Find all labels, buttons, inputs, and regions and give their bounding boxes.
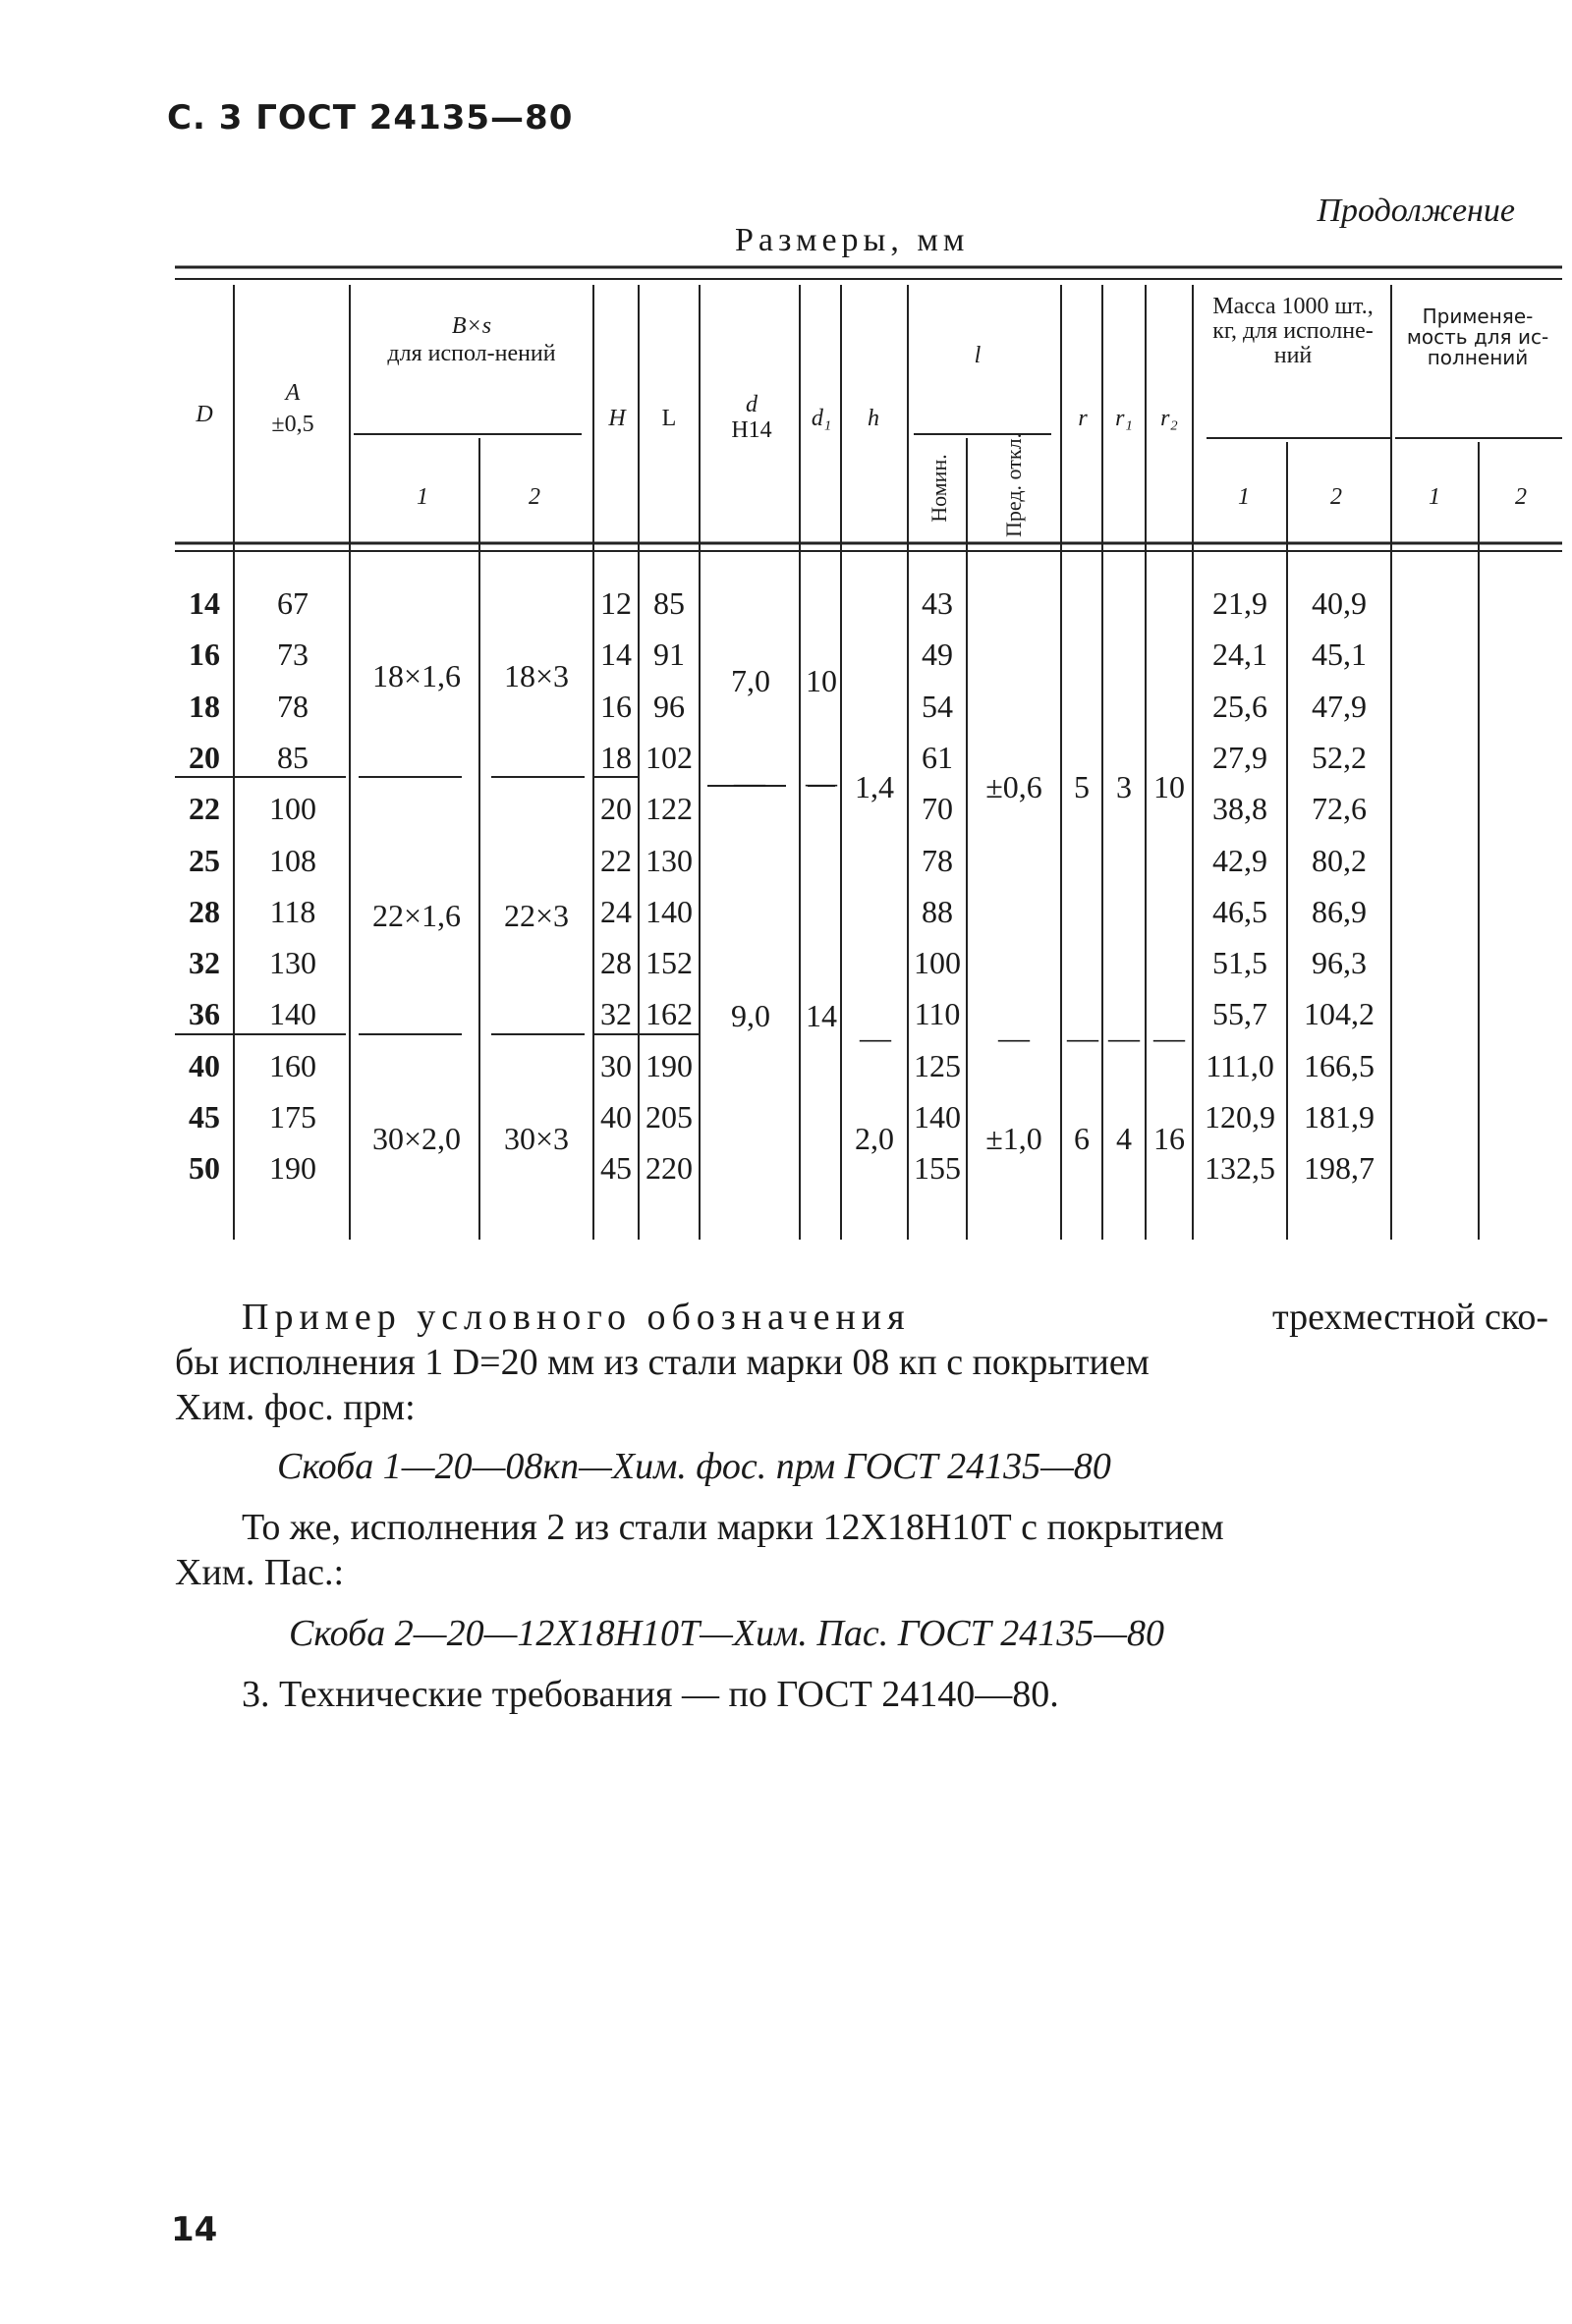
cell-bxs-v2: 30×3 (503, 1121, 570, 1156)
cell-m2: 96,3 (1312, 945, 1367, 980)
col-header-A: A (285, 380, 301, 406)
cell-L: 140 (646, 894, 693, 929)
cell-H: 24 (600, 894, 632, 929)
col-header-h: h (868, 406, 879, 431)
cell-l-nom: 110 (914, 996, 961, 1031)
cell-m2: 45,1 (1312, 636, 1367, 672)
cell-A: 140 (269, 996, 316, 1031)
cell-D: 45 (189, 1099, 220, 1134)
cell-bxs-v1: 22×1,6 (371, 898, 462, 933)
cell-l-nom: 54 (922, 689, 953, 724)
example2-line2: Хим. Пас.: (175, 1552, 345, 1593)
cell-H: 14 (600, 636, 632, 672)
cell-L: 205 (646, 1099, 693, 1134)
cell-m2: 52,2 (1312, 740, 1367, 775)
col-header-mass: Масса 1000 шт., кг, для исполне-ний (1212, 294, 1374, 369)
cell-D: 40 (189, 1048, 220, 1083)
cell-L: 190 (646, 1048, 693, 1083)
cell-m1: 111,0 (1206, 1048, 1274, 1083)
cell-H: 18 (600, 740, 632, 775)
cell-l-nom: 125 (914, 1048, 961, 1083)
cell-m2: 181,9 (1304, 1099, 1375, 1134)
col-header-B-v1: 1 (417, 484, 428, 510)
cell-r1: 4 (1116, 1121, 1132, 1156)
cell-d-dash: — (734, 764, 765, 800)
cell-L: 85 (653, 585, 685, 621)
cell-A: 67 (277, 585, 309, 621)
cell-m1: 27,9 (1212, 740, 1267, 775)
cell-l-nom: 43 (922, 585, 953, 621)
cell-l-nom: 100 (914, 945, 961, 980)
cell-m1: 46,5 (1212, 894, 1267, 929)
col-header-applicability: Применяе-мость для ис-полнений (1406, 304, 1549, 369)
cell-H: 32 (600, 996, 632, 1031)
cell-r-dash: — (1067, 1020, 1098, 1055)
cell-r2: 16 (1153, 1121, 1185, 1156)
designation-example-1: Скоба 1—20—08кп—Хим. фос. прм ГОСТ 24135—80 (277, 1446, 1111, 1487)
cell-A: 175 (269, 1099, 316, 1134)
col-header-l: l (974, 343, 982, 368)
cell-bxs-v2: 18×3 (503, 658, 570, 693)
col-header-B-v2: 2 (529, 484, 540, 510)
cell-m1: 24,1 (1212, 636, 1267, 672)
cell-A: 73 (277, 636, 309, 672)
col-header-appl-v1: 1 (1429, 484, 1440, 510)
cell-l-nom: 78 (922, 843, 953, 878)
cell-m1: 42,9 (1212, 843, 1267, 878)
col-header-mass-v2: 2 (1330, 484, 1342, 510)
cell-L: 102 (646, 740, 693, 775)
col-header-r2: r₂ (1160, 406, 1178, 431)
col-header-l-nominal: Номин. (926, 454, 951, 523)
example2-line1: То же, исполнения 2 из стали марки 12Х18Н10Т с покрытием (242, 1507, 1224, 1548)
col-header-d-tolerance: H14 (731, 417, 772, 443)
cell-m2: 198,7 (1304, 1150, 1375, 1186)
cell-d: 9,0 (731, 998, 770, 1033)
cell-r2: 10 (1153, 769, 1185, 804)
cell-D: 32 (189, 945, 220, 980)
cell-m2: 166,5 (1304, 1048, 1375, 1083)
cell-m2: 40,9 (1312, 585, 1367, 621)
cell-r: 6 (1074, 1121, 1090, 1156)
cell-d1: 14 (806, 998, 837, 1033)
designation-example-2: Скоба 2—20—12Х18Н10Т—Хим. Пас. ГОСТ 24135—80 (289, 1613, 1165, 1654)
cell-m2: 104,2 (1304, 996, 1375, 1031)
cell-d1-dash: — (806, 764, 837, 800)
cell-l-deviation: ±0,6 (985, 769, 1042, 804)
cell-L: 96 (653, 689, 685, 724)
cell-L: 91 (653, 636, 685, 672)
cell-A: 78 (277, 689, 309, 724)
cell-d: 7,0 (731, 663, 770, 698)
col-header-d: d (746, 392, 758, 417)
cell-A: 190 (269, 1150, 316, 1186)
col-header-appl-v2: 2 (1515, 484, 1527, 510)
cell-h-dash: — (860, 1020, 891, 1055)
cell-m2: 47,9 (1312, 689, 1367, 724)
cell-bxs-v2: 22×3 (503, 898, 570, 933)
cell-D: 22 (189, 791, 220, 826)
cell-H: 30 (600, 1048, 632, 1083)
cell-m2: 72,6 (1312, 791, 1367, 826)
col-header-Bxs-sub: для испол-нений (387, 341, 556, 366)
cell-m2: 80,2 (1312, 843, 1367, 878)
col-header-r1: r₁ (1115, 406, 1133, 431)
cell-A: 118 (269, 894, 316, 929)
cell-r1: 3 (1116, 769, 1132, 804)
technical-requirements-item: 3. Технические требования — по ГОСТ 24140—80. (242, 1674, 1059, 1715)
cell-L: 122 (646, 791, 693, 826)
table-caption: Размеры, мм (735, 222, 970, 258)
cell-L: 220 (646, 1150, 693, 1186)
cell-r1-dash: — (1108, 1020, 1140, 1055)
cell-m2: 86,9 (1312, 894, 1367, 929)
cell-r2-dash: — (1153, 1020, 1185, 1055)
example-spaced-text: Пример условного обозначения (242, 1297, 911, 1338)
cell-bxs-v1: 30×2,0 (371, 1121, 462, 1156)
cell-D: 36 (189, 996, 220, 1031)
continuation-label: Продолжение (1317, 193, 1515, 229)
col-header-d1: d₁ (811, 406, 832, 431)
cell-A: 100 (269, 791, 316, 826)
cell-l-nom: 70 (922, 791, 953, 826)
cell-H: 12 (600, 585, 632, 621)
cell-L: 130 (646, 843, 693, 878)
cell-l-nom: 61 (922, 740, 953, 775)
cell-D: 14 (189, 585, 220, 621)
cell-L: 152 (646, 945, 693, 980)
cell-H: 22 (600, 843, 632, 878)
cell-r: 5 (1074, 769, 1090, 804)
cell-D: 25 (189, 843, 220, 878)
col-header-Bxs: B×s (451, 313, 492, 339)
cell-m1: 21,9 (1212, 585, 1267, 621)
col-header-l-deviation: Пред. откл. (1001, 432, 1026, 537)
col-header-A-tolerance: ±0,5 (271, 412, 314, 437)
cell-D: 50 (189, 1150, 220, 1186)
page-number: 14 (171, 2210, 218, 2249)
cell-d1: 10 (806, 663, 837, 698)
cell-D: 20 (189, 740, 220, 775)
cell-l-deviation: ±1,0 (985, 1121, 1042, 1156)
cell-H: 20 (600, 791, 632, 826)
cell-m1: 25,6 (1212, 689, 1267, 724)
col-header-D: D (196, 402, 213, 427)
cell-l-nom: 88 (922, 894, 953, 929)
cell-A: 108 (269, 843, 316, 878)
example-rest-text: трехместной ско- (1272, 1297, 1548, 1338)
col-header-L: L (661, 406, 677, 431)
col-header-H: H (608, 406, 626, 431)
cell-H: 45 (600, 1150, 632, 1186)
cell-A: 160 (269, 1048, 316, 1083)
example-paragraph-line1 (242, 1295, 1548, 1342)
cell-H: 40 (600, 1099, 632, 1134)
cell-l-nom: 49 (922, 636, 953, 672)
cell-A: 85 (277, 740, 309, 775)
cell-h: 1,4 (855, 769, 894, 804)
cell-m1: 132,5 (1205, 1150, 1275, 1186)
col-header-mass-v1: 1 (1238, 484, 1250, 510)
cell-l-nom: 155 (914, 1150, 961, 1186)
cell-l-nom: 140 (914, 1099, 961, 1134)
example-paragraph-line3: Хим. фос. прм: (175, 1387, 416, 1428)
cell-A: 130 (269, 945, 316, 980)
cell-bxs-v1: 18×1,6 (371, 658, 462, 693)
cell-D: 16 (189, 636, 220, 672)
cell-H: 16 (600, 689, 632, 724)
cell-D: 28 (189, 894, 220, 929)
cell-m1: 51,5 (1212, 945, 1267, 980)
example-paragraph-line2: бы исполнения 1 D=20 мм из стали марки 08 кп с покрытием (175, 1342, 1150, 1383)
page-header: С. 3 ГОСТ 24135—80 (167, 98, 574, 138)
cell-l-dev-dash: — (998, 1020, 1030, 1055)
cell-D: 18 (189, 689, 220, 724)
cell-m1: 120,9 (1205, 1099, 1275, 1134)
cell-m1: 38,8 (1212, 791, 1267, 826)
cell-L: 162 (646, 996, 693, 1031)
cell-m1: 55,7 (1212, 996, 1267, 1031)
col-header-r: r (1078, 406, 1088, 431)
cell-h: 2,0 (855, 1121, 894, 1156)
cell-H: 28 (600, 945, 632, 980)
